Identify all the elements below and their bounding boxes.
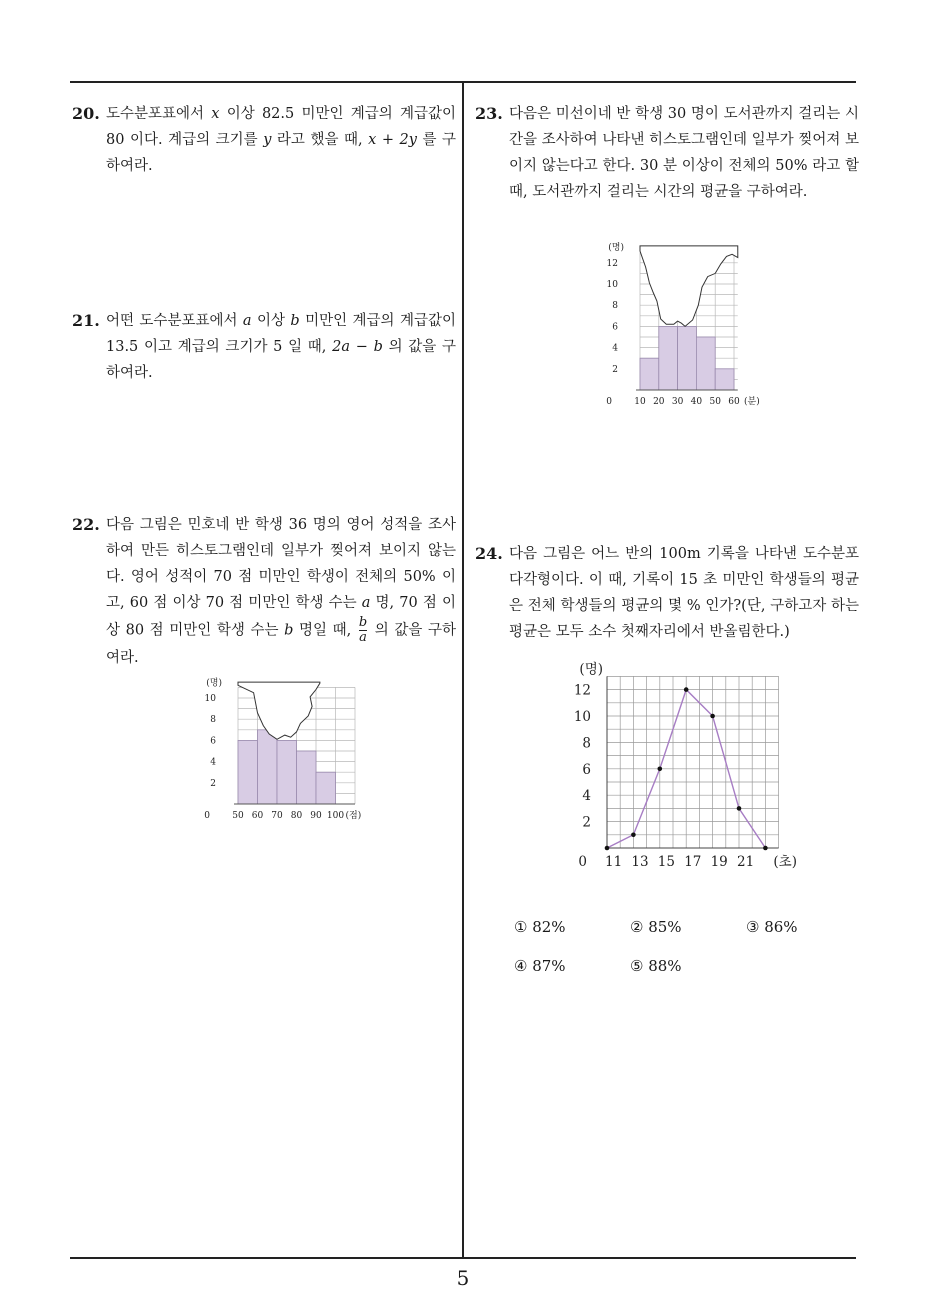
data-point [710, 714, 715, 719]
y-tick-label: 10 [606, 280, 618, 290]
torn-edge [238, 682, 320, 739]
x-tick-label: 20 [653, 397, 665, 407]
histogram-bar [715, 369, 734, 390]
choice-3[interactable]: ③ 86% [746, 918, 798, 936]
text-part: 의 값을 구하여라. [106, 339, 457, 381]
y-tick-label: 2 [210, 778, 216, 789]
q23-histogram [596, 236, 780, 414]
text-part: 의 값을 구하여라. [106, 622, 456, 666]
text-part: 미만인 계급의 계급값이 13.5 이고 계급의 크기가 5 일 때, [106, 313, 456, 355]
text-part: 이상 [251, 313, 291, 329]
origin-label: 0 [578, 854, 587, 870]
data-point [737, 806, 742, 811]
y-tick-label: 4 [582, 788, 591, 805]
question-text [106, 101, 456, 179]
choice-4[interactable]: ④ 87% [514, 957, 566, 975]
x-tick-label: 19 [710, 854, 728, 870]
y-tick-label: 10 [204, 694, 216, 704]
x-tick-label: 40 [690, 397, 703, 407]
x-tick-label: 17 [684, 854, 702, 870]
text-part: 라고 했을 때, [271, 132, 369, 148]
text-part: 이상 82.5 미만인 계급의 계급값이 80 이다. 계급의 크기를 [106, 106, 456, 148]
text-part: 다음 그림은 민호네 반 학생 36 명의 영어 성적을 조사하여 만든 히스토그램인데 일부가 찢어져 보이지 않는다. 영어 성적이 70 점 미만인 학생이 전체의 50% 이고, 60 점 이상 70 점 미만인 학생 수는 [106, 517, 456, 611]
question-number: 23. [475, 104, 503, 123]
x-tick-label: 10 [634, 397, 646, 407]
question-number: 21. [72, 311, 100, 330]
histogram-bar [258, 730, 278, 804]
math-var: b [284, 622, 294, 639]
y-tick-label: 8 [612, 301, 618, 312]
y-tick-label: 4 [612, 343, 618, 354]
question-number: 20. [72, 104, 100, 123]
question-number: 24. [475, 544, 503, 563]
math-var: a [361, 595, 371, 611]
math-var: x [211, 106, 220, 122]
y-axis-unit: (명) [579, 661, 603, 678]
histogram-bar [238, 740, 258, 804]
fraction [359, 616, 367, 645]
fraction-numerator: b [358, 615, 368, 630]
choice-2[interactable]: ② 85% [630, 918, 682, 936]
histogram-bar [316, 772, 336, 804]
text-part: 명, 70 점 이상 80 점 미만인 학생 수는 [106, 595, 456, 639]
question-text [106, 512, 456, 671]
origin-label: 0 [606, 397, 612, 407]
x-axis-unit: (점) [345, 811, 362, 821]
x-tick-label: 15 [657, 854, 675, 870]
x-tick-label: 60 [728, 397, 740, 407]
x-axis-unit: (초) [773, 854, 797, 870]
math-var: y [263, 132, 272, 148]
y-tick-label: 4 [210, 757, 216, 768]
x-tick-label: 11 [605, 854, 623, 870]
math-var: a [242, 313, 252, 329]
histogram-bar [678, 326, 697, 390]
question-24 [475, 541, 859, 645]
math-expr: x + 2y [368, 132, 417, 148]
torn-edge [640, 246, 738, 327]
column-divider [462, 82, 464, 1258]
q24-frequency-polygon [562, 652, 808, 874]
x-tick-label: 50 [232, 811, 244, 821]
y-tick-label: 10 [573, 709, 591, 725]
text-part: 를 구하여라. [106, 132, 456, 174]
x-tick-label: 100 [326, 811, 345, 821]
question-23 [475, 101, 859, 205]
data-point [763, 846, 768, 851]
fraction-denominator: a [359, 630, 367, 645]
y-tick-label: 8 [210, 715, 216, 726]
histogram-bar [297, 751, 317, 804]
data-point [658, 767, 663, 772]
x-tick-label: 13 [631, 854, 649, 870]
question-text [106, 308, 456, 386]
data-point [684, 687, 689, 692]
x-tick-label: 50 [709, 397, 721, 407]
y-tick-label: 12 [573, 682, 591, 699]
histogram-bar [640, 358, 659, 390]
text-part: 명일 때, [293, 622, 357, 639]
x-tick-label: 21 [737, 854, 755, 870]
math-expr: 2a − b [332, 339, 383, 355]
data-point [631, 833, 636, 838]
x-tick-label: 80 [290, 811, 303, 821]
bottom-rule [70, 1257, 856, 1259]
y-tick-label: 2 [612, 364, 618, 375]
question-number: 22. [72, 515, 100, 534]
y-tick-label: 6 [582, 761, 591, 778]
choice-5[interactable]: ⑤ 88% [630, 957, 682, 975]
math-var: b [290, 313, 300, 329]
question-text: 다음은 미선이네 반 학생 30 명이 도서관까지 걸리는 시간을 조사하여 나타낸 히스토그램인데 일부가 찢어져 보이지 않는다고 한다. 30 분 이상이 전체의 50% 라고 할 때, 도서관까지 걸리는 시간의 평균을 구하여라. [509, 106, 859, 200]
y-axis-unit: (명) [206, 678, 222, 689]
page-number: 5 [456, 1266, 470, 1290]
question-20 [72, 101, 456, 179]
histogram-bar [696, 337, 715, 390]
x-tick-label: 70 [271, 811, 283, 821]
y-tick-label: 6 [612, 322, 618, 333]
data-point [605, 846, 610, 851]
choice-1[interactable]: ① 82% [514, 918, 566, 936]
question-21 [72, 308, 456, 386]
x-tick-label: 30 [671, 397, 684, 407]
y-tick-label: 8 [582, 735, 591, 752]
y-tick-label: 2 [582, 814, 591, 831]
q22-histogram [196, 674, 366, 824]
text-part: 도수분포표에서 [106, 106, 212, 122]
origin-label: 0 [204, 811, 210, 821]
question-22 [72, 512, 456, 671]
y-tick-label: 6 [210, 736, 216, 747]
histogram-bar [659, 326, 678, 390]
x-tick-label: 90 [310, 811, 322, 821]
x-tick-label: 60 [251, 811, 264, 821]
y-axis-unit: (명) [608, 243, 624, 254]
y-tick-label: 12 [606, 258, 618, 269]
x-axis-unit: (분) [744, 397, 760, 407]
histogram-bar [277, 740, 297, 804]
question-text: 다음 그림은 어느 반의 100m 기록을 나타낸 도수분포다각형이다. 이 때, 기록이 15 초 미만인 학생들의 평균은 전체 학생들의 평균의 몇 % 인가?(단, 구하고자 하는 평균은 모두 소수 첫째자리에서 반올림한다.) [509, 546, 859, 640]
text-part: 어떤 도수분포표에서 [106, 313, 243, 329]
